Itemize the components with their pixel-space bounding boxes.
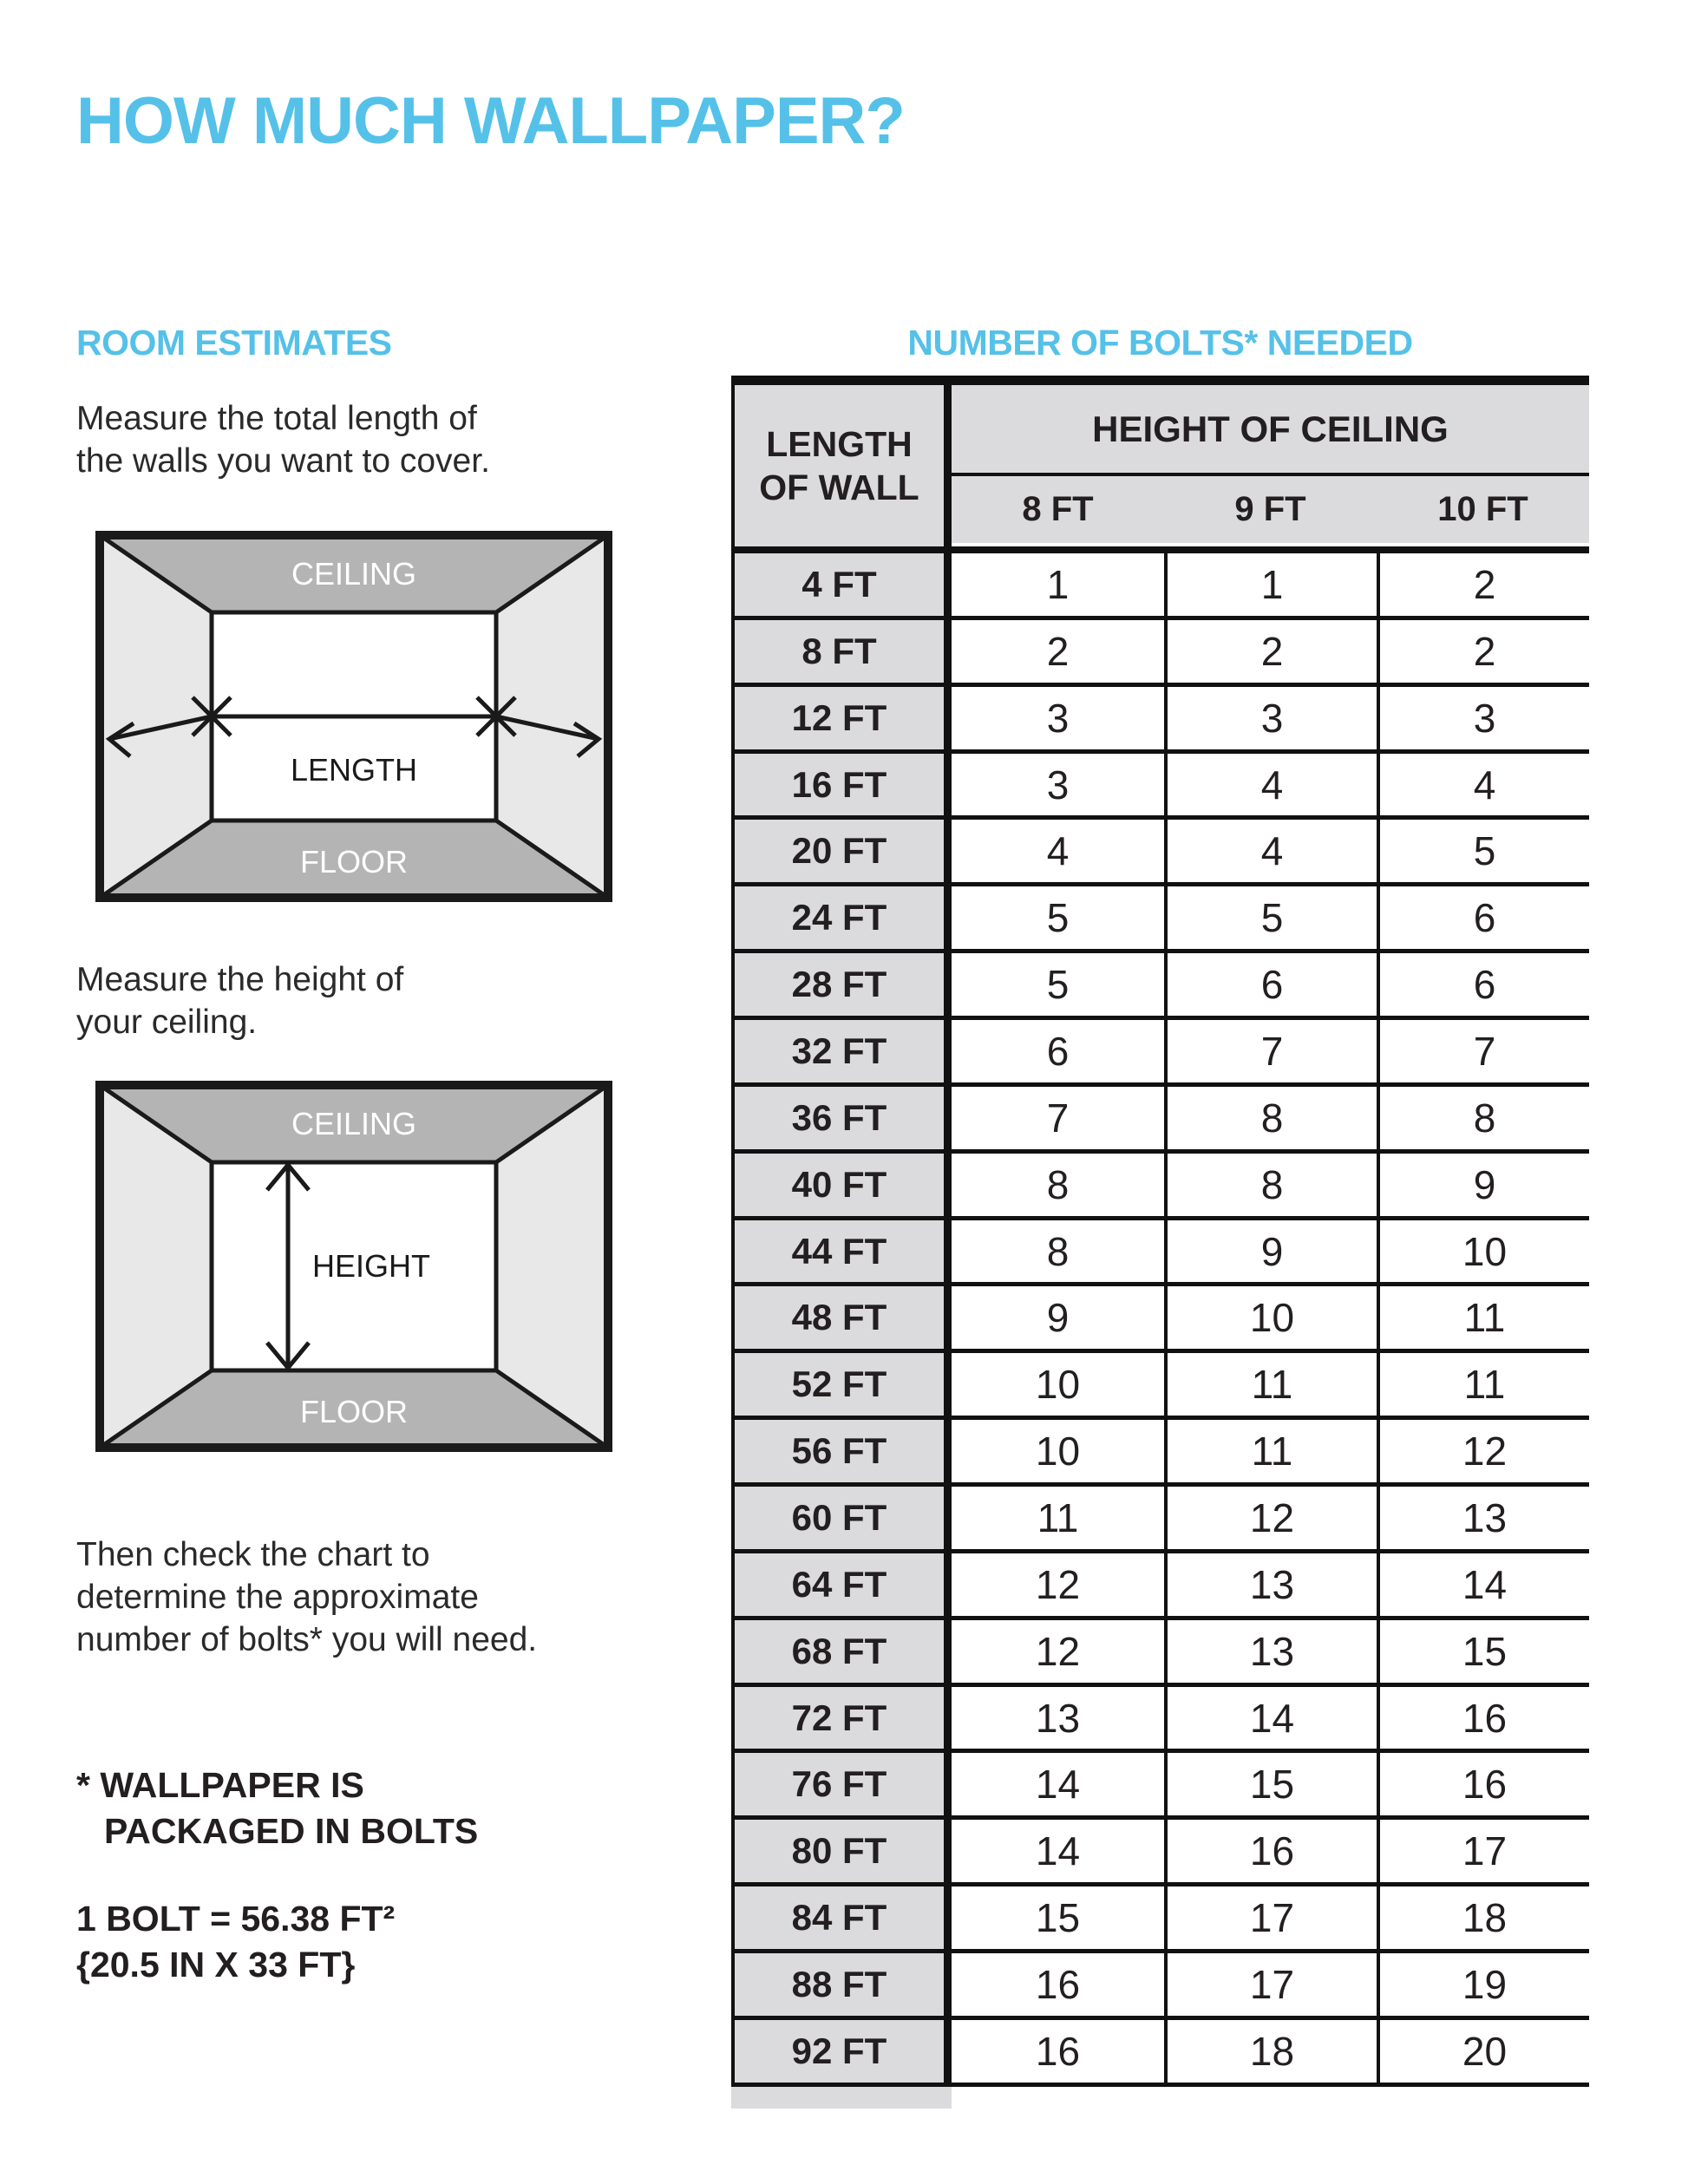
row-length-label: 72 FT <box>731 1687 952 1749</box>
bolt-count-cell: 4 <box>1164 820 1377 882</box>
bolt-count-cell: 2 <box>952 620 1164 683</box>
row-length-label: 68 FT <box>731 1620 952 1683</box>
floor-label: FLOOR <box>299 1394 409 1429</box>
bolt-count-cell: 3 <box>952 754 1164 816</box>
ceiling-label: CEILING <box>291 556 417 592</box>
table-row <box>731 1620 1589 1687</box>
bolt-count-cell: 3 <box>1164 687 1377 749</box>
row-length-label: 36 FT <box>731 1087 952 1149</box>
table-bottom-stub <box>731 2087 952 2109</box>
length-label: LENGTH <box>290 752 418 788</box>
length-room-diagram <box>95 531 612 902</box>
bolt-count-cell: 9 <box>1164 1220 1377 1283</box>
bolt-size-line1: 1 BOLT = 56.38 FT² <box>76 1899 396 1939</box>
subheader-8ft: 8 FT <box>1022 490 1094 528</box>
height-label: HEIGHT <box>311 1248 431 1284</box>
table-row <box>731 1753 1589 1820</box>
row-length-label: 84 FT <box>731 1886 952 1949</box>
table-row <box>731 1953 1589 2020</box>
bolt-count-cell: 9 <box>952 1286 1164 1349</box>
row-length-label: 12 FT <box>731 687 952 749</box>
step2-text <box>76 958 403 1043</box>
bolt-count-cell: 12 <box>952 1553 1164 1616</box>
bolt-count-cell: 1 <box>952 553 1164 616</box>
table-row <box>731 1886 1589 1953</box>
bolt-count-cell: 7 <box>1377 1020 1589 1082</box>
bolt-count-cell: 8 <box>952 1220 1164 1283</box>
bolt-count-cell: 11 <box>1377 1353 1589 1416</box>
ceiling-subheaders <box>952 476 1589 543</box>
table-body <box>731 553 1589 2087</box>
bolt-count-cell: 18 <box>1164 2020 1377 2083</box>
bolt-count-cell: 11 <box>1164 1420 1377 1482</box>
table-row <box>731 1487 1589 1553</box>
length-header-line1: LENGTH <box>766 424 913 464</box>
bolt-count-cell: 11 <box>1377 1286 1589 1349</box>
bolt-count-cell: 5 <box>952 953 1164 1016</box>
table-row <box>731 620 1589 687</box>
bolt-count-cell: 16 <box>952 1953 1164 2016</box>
bolt-count-cell: 16 <box>1377 1753 1589 1815</box>
row-length-label: 76 FT <box>731 1753 952 1815</box>
bolt-count-cell: 11 <box>952 1487 1164 1549</box>
row-length-label: 88 FT <box>731 1953 952 2016</box>
subheader-10ft: 10 FT <box>1437 490 1528 528</box>
row-length-label: 20 FT <box>731 820 952 882</box>
bolt-count-cell: 4 <box>1377 754 1589 816</box>
row-length-label: 56 FT <box>731 1420 952 1482</box>
bolt-count-cell: 5 <box>952 886 1164 949</box>
bolt-count-cell: 14 <box>1164 1687 1377 1749</box>
table-row <box>731 1420 1589 1487</box>
bolt-count-cell: 20 <box>1377 2020 1589 2083</box>
bolt-count-cell: 18 <box>1377 1886 1589 1949</box>
step3-text <box>76 1533 537 1661</box>
bolt-count-cell: 2 <box>1377 620 1589 683</box>
room-estimates-heading: ROOM ESTIMATES <box>76 323 392 363</box>
row-length-label: 28 FT <box>731 953 952 1016</box>
bolt-count-cell: 7 <box>952 1087 1164 1149</box>
bolt-count-cell: 16 <box>1164 1820 1377 1882</box>
bolt-count-cell: 5 <box>1377 820 1589 882</box>
bolt-count-cell: 13 <box>1164 1620 1377 1683</box>
table-header <box>731 385 1589 546</box>
bolt-count-cell: 2 <box>1377 553 1589 616</box>
bolt-count-cell: 14 <box>1377 1553 1589 1616</box>
bolt-count-cell: 12 <box>1164 1487 1377 1549</box>
row-length-label: 44 FT <box>731 1220 952 1283</box>
height-of-ceiling-header: HEIGHT OF CEILING <box>952 385 1589 476</box>
step1-line2: the walls you want to cover. <box>76 442 490 480</box>
bolt-count-cell: 13 <box>1377 1487 1589 1549</box>
table-row <box>731 553 1589 620</box>
bolt-count-cell: 6 <box>1377 886 1589 949</box>
table-row <box>731 1220 1589 1287</box>
bolt-count-cell: 10 <box>1377 1220 1589 1283</box>
bolt-count-cell: 16 <box>952 2020 1164 2083</box>
footnote-line2: PACKAGED IN BOLTS <box>104 1811 479 1851</box>
table-row <box>731 1087 1589 1154</box>
row-length-label: 8 FT <box>731 620 952 683</box>
row-length-label: 80 FT <box>731 1820 952 1882</box>
table-row <box>731 1286 1589 1353</box>
bolt-count-cell: 11 <box>1164 1353 1377 1416</box>
bolt-count-cell: 6 <box>1377 953 1589 1016</box>
footnote-line1: * WALLPAPER IS <box>76 1765 364 1805</box>
bolt-count-cell: 13 <box>1164 1553 1377 1616</box>
table-row <box>731 1687 1589 1754</box>
floor-label: FLOOR <box>299 844 409 879</box>
bolt-count-cell: 15 <box>1377 1620 1589 1683</box>
height-room-diagram <box>95 1081 612 1452</box>
table-row <box>731 953 1589 1020</box>
subheader-9ft: 9 FT <box>1234 490 1306 528</box>
bolt-count-cell: 6 <box>1164 953 1377 1016</box>
bolt-count-cell: 4 <box>1164 754 1377 816</box>
table-row <box>731 1154 1589 1220</box>
bolt-count-cell: 4 <box>952 820 1164 882</box>
table-top-border <box>731 376 1589 385</box>
step3-line1: Then check the chart to <box>76 1536 430 1573</box>
row-length-label: 24 FT <box>731 886 952 949</box>
row-length-label: 16 FT <box>731 754 952 816</box>
table-row <box>731 1020 1589 1087</box>
step3-line2: determine the approximate <box>76 1579 479 1616</box>
bolt-count-cell: 7 <box>1164 1020 1377 1082</box>
table-row <box>731 820 1589 886</box>
bolt-count-cell: 9 <box>1377 1154 1589 1216</box>
step2-line1: Measure the height of <box>76 961 404 998</box>
row-length-label: 92 FT <box>731 2020 952 2083</box>
bolt-count-cell: 15 <box>952 1886 1164 1949</box>
bolt-count-cell: 12 <box>952 1620 1164 1683</box>
bolt-count-cell: 17 <box>1164 1953 1377 2016</box>
step1-line1: Measure the total length of <box>76 400 477 437</box>
bolt-count-cell: 10 <box>1164 1286 1377 1349</box>
bolt-count-cell: 8 <box>1164 1087 1377 1149</box>
bolt-count-cell: 8 <box>1377 1087 1589 1149</box>
length-of-wall-header <box>731 385 952 546</box>
bolt-count-cell: 16 <box>1377 1687 1589 1749</box>
row-length-label: 48 FT <box>731 1286 952 1349</box>
bolt-count-cell: 19 <box>1377 1953 1589 2016</box>
page-title: HOW MUCH WALLPAPER? <box>76 84 905 158</box>
bolt-count-cell: 8 <box>952 1154 1164 1216</box>
table-row <box>731 886 1589 953</box>
row-length-label: 52 FT <box>731 1353 952 1416</box>
bolt-count-cell: 1 <box>1164 553 1377 616</box>
bolt-count-cell: 3 <box>1377 687 1589 749</box>
table-row <box>731 2020 1589 2087</box>
step2-line2: your ceiling. <box>76 1004 258 1041</box>
length-header-line2: OF WALL <box>759 468 919 507</box>
bolt-table <box>731 376 1589 2109</box>
bolt-count-cell: 8 <box>1164 1154 1377 1216</box>
step1-text <box>76 397 490 482</box>
bolt-count-cell: 3 <box>952 687 1164 749</box>
table-row <box>731 1820 1589 1886</box>
bolt-count-cell: 10 <box>952 1353 1164 1416</box>
table-row <box>731 754 1589 821</box>
row-length-label: 4 FT <box>731 553 952 616</box>
table-row <box>731 687 1589 754</box>
bolt-count-cell: 13 <box>952 1687 1164 1749</box>
row-length-label: 64 FT <box>731 1553 952 1616</box>
bolt-count-cell: 12 <box>1377 1420 1589 1482</box>
row-length-label: 60 FT <box>731 1487 952 1549</box>
ceiling-header-group <box>952 385 1589 546</box>
bolt-size-note <box>76 1896 395 1988</box>
bolt-count-cell: 14 <box>952 1753 1164 1815</box>
bolt-footnote <box>76 1762 478 1854</box>
step3-line3: number of bolts* you will need. <box>76 1621 538 1658</box>
bolt-count-cell: 6 <box>952 1020 1164 1082</box>
bolt-count-cell: 2 <box>1164 620 1377 683</box>
header-divider <box>731 546 1589 553</box>
bolt-count-cell: 17 <box>1377 1820 1589 1882</box>
ceiling-label: CEILING <box>291 1106 417 1141</box>
bolt-count-cell: 5 <box>1164 886 1377 949</box>
bolt-count-cell: 17 <box>1164 1886 1377 1949</box>
bolt-count-cell: 14 <box>952 1820 1164 1882</box>
bolt-count-cell: 10 <box>952 1420 1164 1482</box>
bolt-count-cell: 15 <box>1164 1753 1377 1815</box>
row-length-label: 32 FT <box>731 1020 952 1082</box>
table-row <box>731 1353 1589 1420</box>
bolt-size-line2: {20.5 IN X 33 FT} <box>76 1945 356 1985</box>
bolts-needed-heading: NUMBER OF BOLTS* NEEDED <box>907 323 1413 363</box>
row-length-label: 40 FT <box>731 1154 952 1216</box>
table-row <box>731 1553 1589 1620</box>
